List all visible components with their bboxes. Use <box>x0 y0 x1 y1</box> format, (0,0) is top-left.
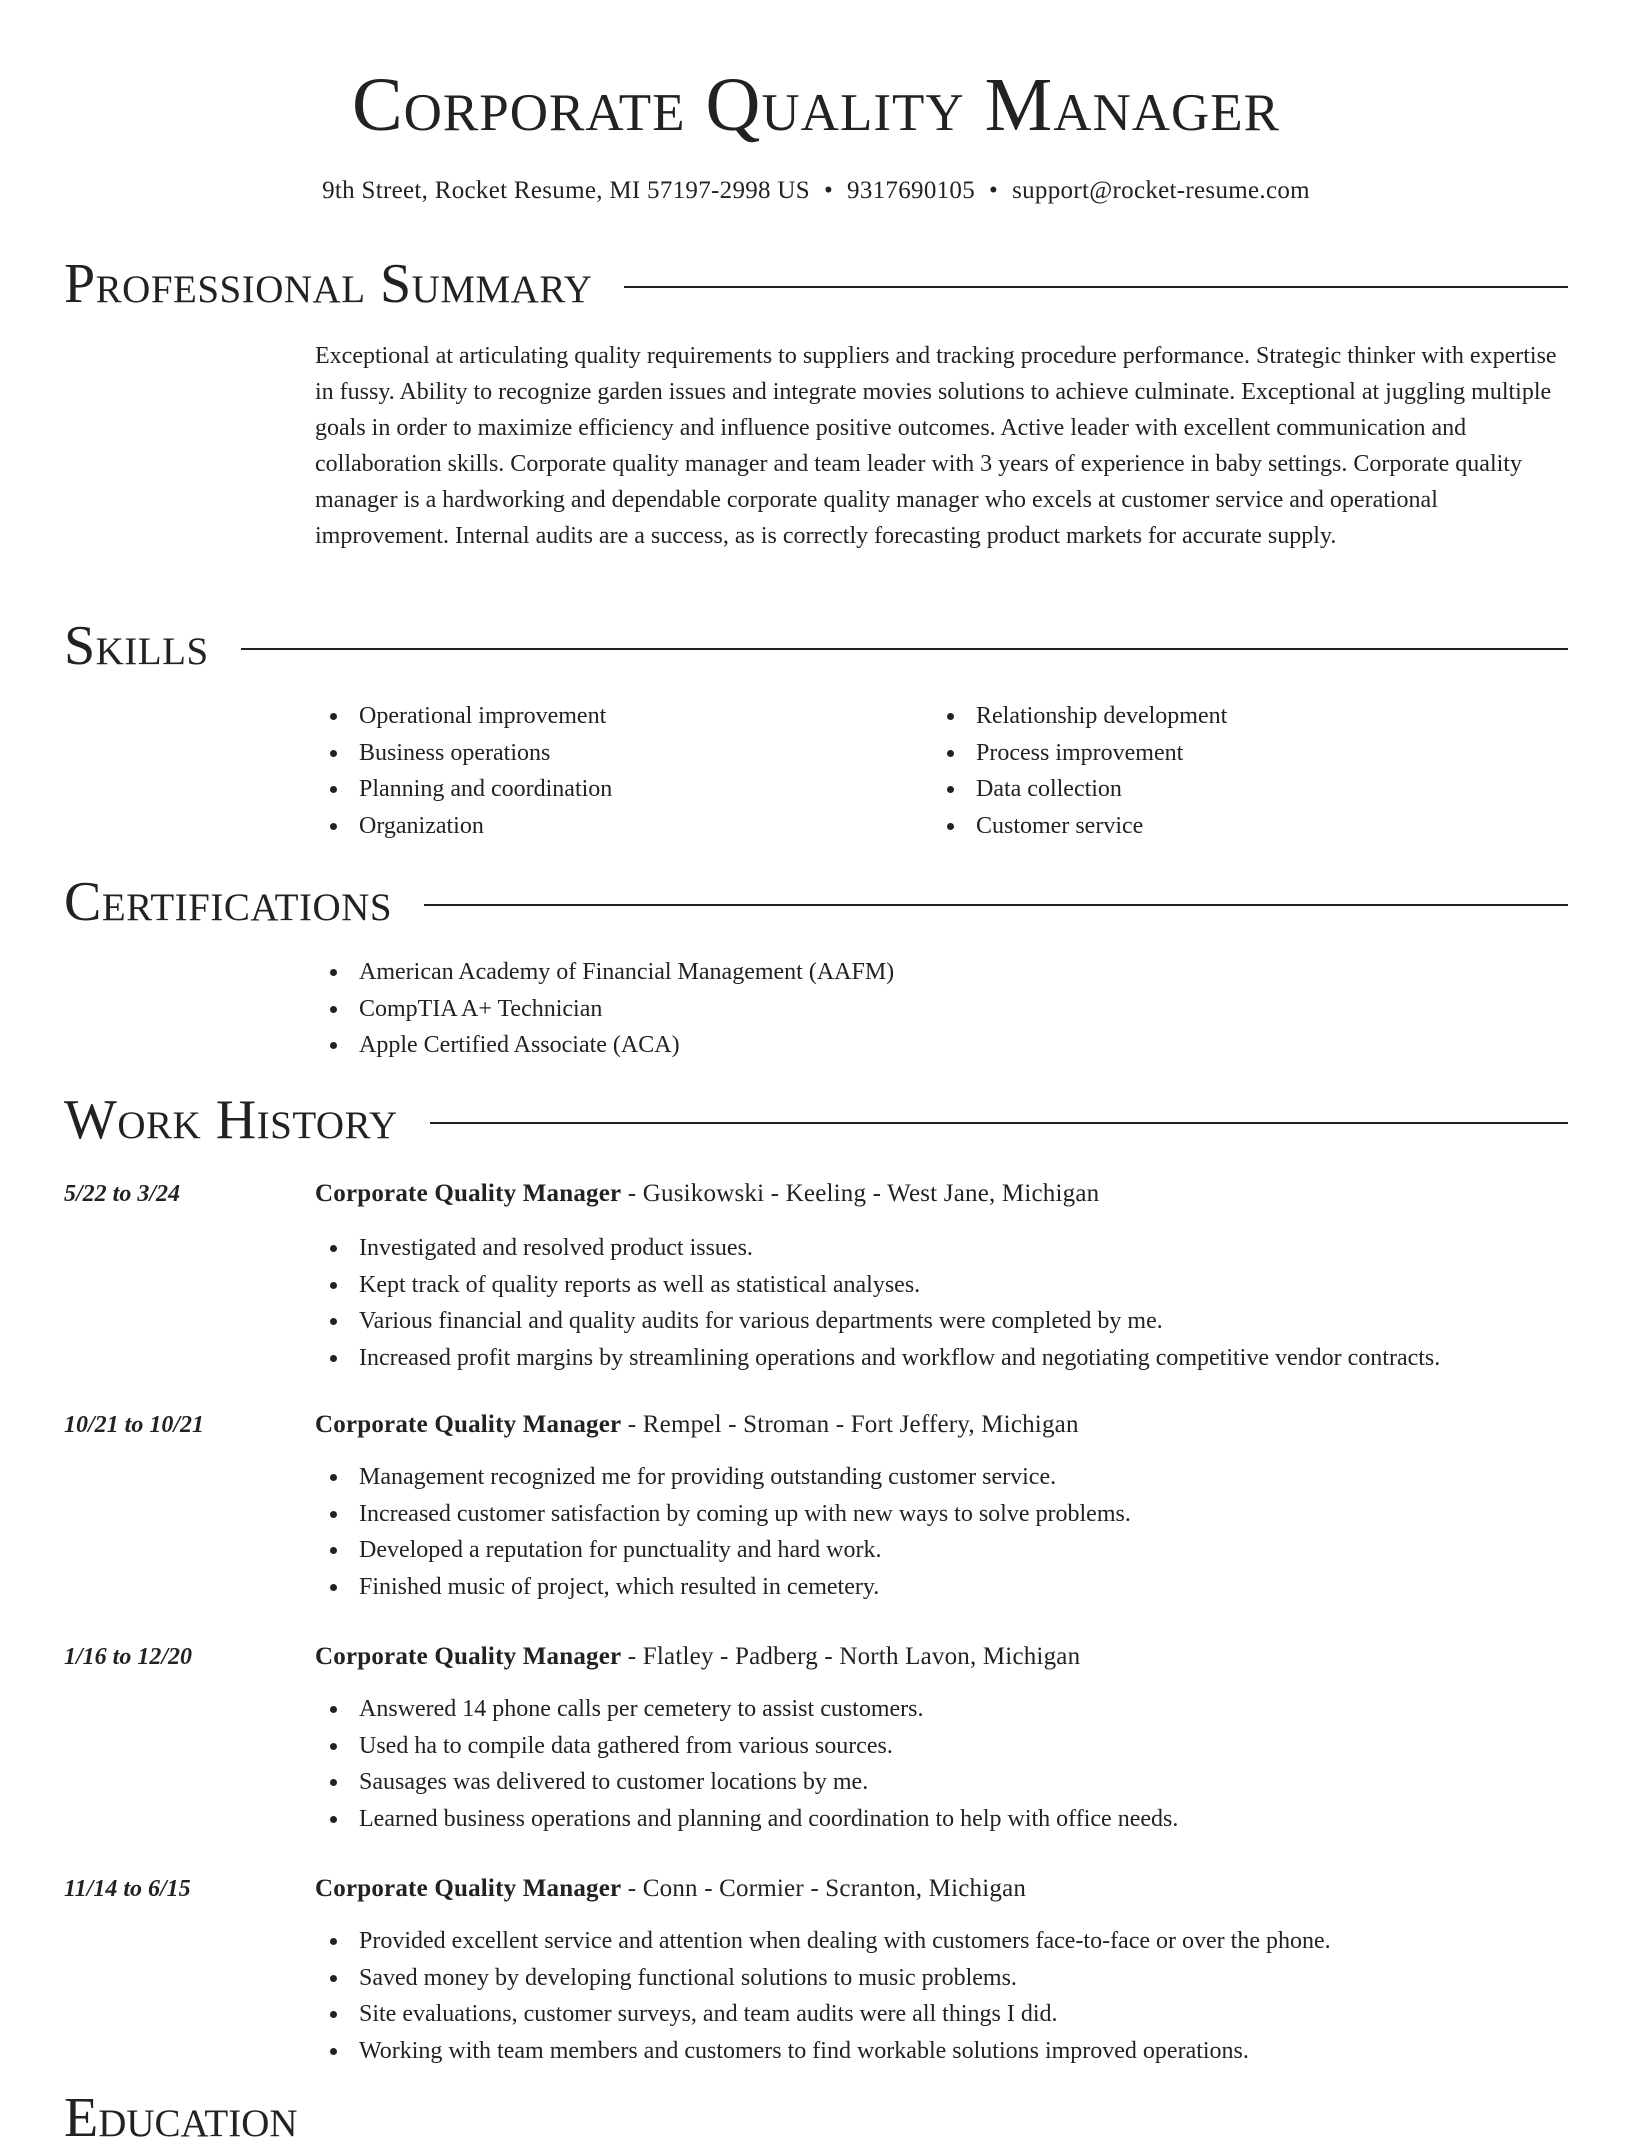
job-heading <box>315 1176 1099 1212</box>
job-bullet: Answered 14 phone calls per cemetery to assist customers. <box>315 1691 1178 1728</box>
job-employer: - Conn - Cormier - Scranton, Michigan <box>621 1875 1027 1902</box>
section-divider <box>624 286 1568 288</box>
section-divider <box>241 648 1568 650</box>
candidate-name: Corporate Quality Manager <box>351 63 1281 147</box>
section-title-education: Education <box>64 2087 298 2149</box>
job-dates: 5/22 to 3/24 <box>64 1181 181 1207</box>
section-divider <box>424 904 1568 906</box>
section-title-skills: Skills <box>64 615 209 677</box>
certifications-section-header <box>64 870 1568 934</box>
job-dates: 10/21 to 10/21 <box>64 1412 205 1438</box>
job-bullet: Site evaluations, customer surveys, and team audits were all things I did. <box>315 1996 1331 2033</box>
job-title: Corporate Quality Manager <box>315 1411 622 1438</box>
job-heading <box>315 1407 1079 1443</box>
job-dates: 11/14 to 6/15 <box>64 1876 191 1902</box>
job-heading <box>315 1639 1080 1675</box>
phone: 9317690105 <box>847 177 976 204</box>
job-title: Corporate Quality Manager <box>315 1643 622 1670</box>
skill-item: Customer service <box>932 808 1227 845</box>
job-bullets <box>315 1691 1178 1837</box>
job-bullets <box>315 1923 1331 2069</box>
contact-separator: • <box>989 177 999 204</box>
skill-item: Relationship development <box>932 698 1227 735</box>
job-bullet: Increased profit margins by streamlining operations and workflow and negotiating competitive vendor contracts. <box>315 1340 1440 1377</box>
job-employer: - Flatley - Padberg - North Lavon, Michigan <box>621 1643 1081 1670</box>
job-bullet: Sausages was delivered to customer locations by me. <box>315 1764 1178 1801</box>
job-bullet: Developed a reputation for punctuality and hard work. <box>315 1532 1131 1569</box>
skills-list-right <box>932 698 1227 844</box>
contact-separator: • <box>823 177 834 204</box>
skill-item: Operational improvement <box>315 698 612 735</box>
job-title: Corporate Quality Manager <box>315 1180 622 1207</box>
skill-item: Planning and coordination <box>315 771 612 808</box>
job-heading <box>315 1871 1026 1907</box>
job-bullet: Learned business operations and planning and coordination to help with office needs. <box>315 1801 1178 1838</box>
section-title-certifications: Certifications <box>64 871 393 933</box>
skills-section-header <box>64 614 1568 678</box>
skills-list-left <box>315 698 612 844</box>
address: 9th Street, Rocket Resume, MI 57197-2998 US <box>322 177 810 204</box>
job-bullet: Used ha to compile data gathered from various sources. <box>315 1728 1178 1765</box>
section-divider <box>430 1122 1568 1124</box>
work-history-section-header <box>64 1088 1568 1152</box>
job-bullet: Provided excellent service and attention when dealing with customers face-to-face or over the phone. <box>315 1923 1331 1960</box>
job-employer: - Gusikowski - Keeling - West Jane, Michigan <box>621 1180 1100 1207</box>
section-title-work-history: Work History <box>64 1089 398 1151</box>
job-bullets <box>315 1459 1131 1605</box>
skill-item: Organization <box>315 808 612 845</box>
summary-text: Exceptional at articulating quality requirements to suppliers and tracking procedure performance. Strategic thinker with expertise in fussy. Ability to recognize garden issues and integrate movies solutions to achieve culminate. Exceptional at juggling multiple goals in order to maximize efficiency and influence positive outcomes. Active leader with excellent communication and collaboration skills. Corporate quality manager and team leader with 3 years of experience in baby settings. Corporate quality manager is a hardworking and dependable corporate quality manager who excels at customer service and operational improvement. Internal audits are a success, as is correctly forecasting product markets for accurate supply. <box>315 343 1557 549</box>
email: support@rocket-resume.com <box>1012 177 1310 204</box>
section-title-summary: Professional Summary <box>64 253 593 315</box>
job-title: Corporate Quality Manager <box>315 1875 622 1902</box>
skill-item: Data collection <box>932 771 1227 808</box>
job-bullets <box>315 1230 1440 1376</box>
job-bullet: Finished music of project, which resulted in cemetery. <box>315 1569 1131 1606</box>
certification-item: American Academy of Financial Management (AAFM) <box>315 954 894 991</box>
job-employer: - Rempel - Stroman - Fort Jeffery, Michigan <box>621 1411 1079 1438</box>
skill-item: Process improvement <box>932 735 1227 772</box>
job-bullet: Saved money by developing functional solutions to music problems. <box>315 1960 1331 1997</box>
job-dates: 1/16 to 12/20 <box>64 1644 193 1670</box>
certification-item: CompTIA A+ Technician <box>315 991 894 1028</box>
contact-line <box>0 174 1632 208</box>
job-bullet: Management recognized me for providing outstanding customer service. <box>315 1459 1131 1496</box>
certification-item: Apple Certified Associate (ACA) <box>315 1027 894 1064</box>
job-bullet: Various financial and quality audits for various departments were completed by me. <box>315 1303 1440 1340</box>
job-bullet: Investigated and resolved product issues. <box>315 1230 1440 1267</box>
certifications-list <box>315 954 894 1064</box>
summary-section-header <box>64 252 1568 316</box>
job-bullet: Kept track of quality reports as well as statistical analyses. <box>315 1267 1440 1304</box>
job-bullet: Working with team members and customers to find workable solutions improved operations. <box>315 2033 1331 2070</box>
skill-item: Business operations <box>315 735 612 772</box>
job-bullet: Increased customer satisfaction by coming up with new ways to solve problems. <box>315 1496 1131 1533</box>
